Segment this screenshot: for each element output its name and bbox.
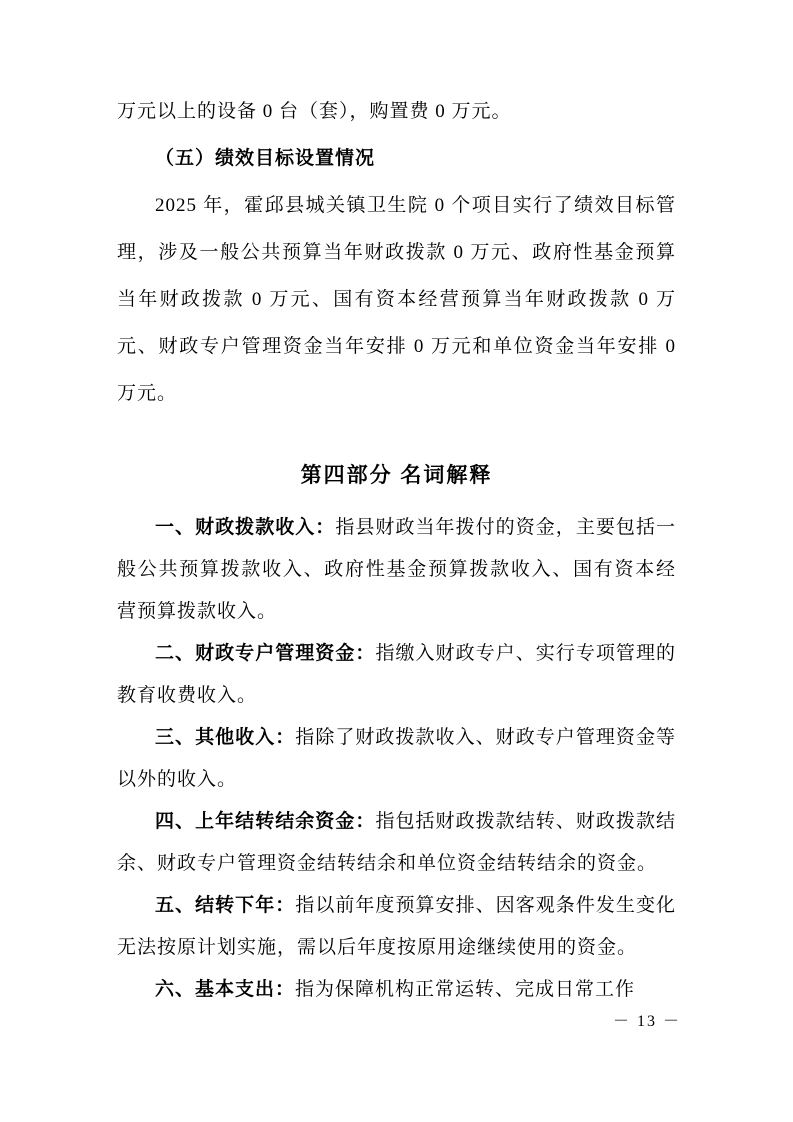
term-text-6: 指为保障机构正常运转、完成日常工作 xyxy=(295,979,636,1000)
term-item-1 xyxy=(117,507,676,633)
term-label-5: 五、结转下年： xyxy=(155,895,296,916)
subsection-heading-performance-targets: （五）绩效目标设置情况 xyxy=(155,148,376,169)
term-label-6: 六、基本支出： xyxy=(155,979,296,1000)
term-item-4 xyxy=(117,801,676,885)
paragraph-continuation: 万元以上的设备 0 台（套），购置费 0 万元。 xyxy=(117,101,512,122)
term-item-3 xyxy=(117,717,676,801)
document-content xyxy=(117,88,676,1011)
term-text-1: 指县财政当年拨付的资金，主要包括一般公共预算拨款收入、政府性基金预算拨款收入、国有资本经营预算拨款收入。 xyxy=(117,517,676,622)
term-label-2: 二、财政专户管理资金： xyxy=(155,643,376,664)
term-label-3: 三、其他收入： xyxy=(155,727,296,748)
term-item-2 xyxy=(117,633,676,717)
term-label-4: 四、上年结转结余资金： xyxy=(155,811,376,832)
term-label-1: 一、财政拨款收入： xyxy=(155,517,336,538)
term-item-6 xyxy=(117,969,676,1011)
term-text-4: 指包括财政拨款结转、财政拨款结余、财政专户管理资金结转结余和单位资金结转结余的资金。 xyxy=(117,811,676,874)
paragraph-performance-management: 2025 年，霍邱县城关镇卫生院 0 个项目实行了绩效目标管理，涉及一般公共预算当年财政拨款 0 万元、政府性基金预算当年财政拨款 0 万元、国有资本经营预算当年财政拨款 0 万元、财政专户管理资金当年安排 0 万元和单位资金当年安排 0 万元。 xyxy=(117,195,676,404)
term-text-3: 指除了财政拨款收入、财政专户管理资金等以外的收入。 xyxy=(117,727,676,790)
section-title-part4-glossary: 第四部分 名词解释 xyxy=(300,464,493,487)
term-text-2: 指缴入财政专户、实行专项管理的教育收费收入。 xyxy=(117,643,676,706)
term-text-5: 指以前年度预算安排、因客观条件发生变化无法按原计划实施，需以后年度按原用途继续使用的资金。 xyxy=(117,895,676,958)
term-item-5 xyxy=(117,885,676,969)
page-number: － 13 － xyxy=(612,1013,681,1030)
